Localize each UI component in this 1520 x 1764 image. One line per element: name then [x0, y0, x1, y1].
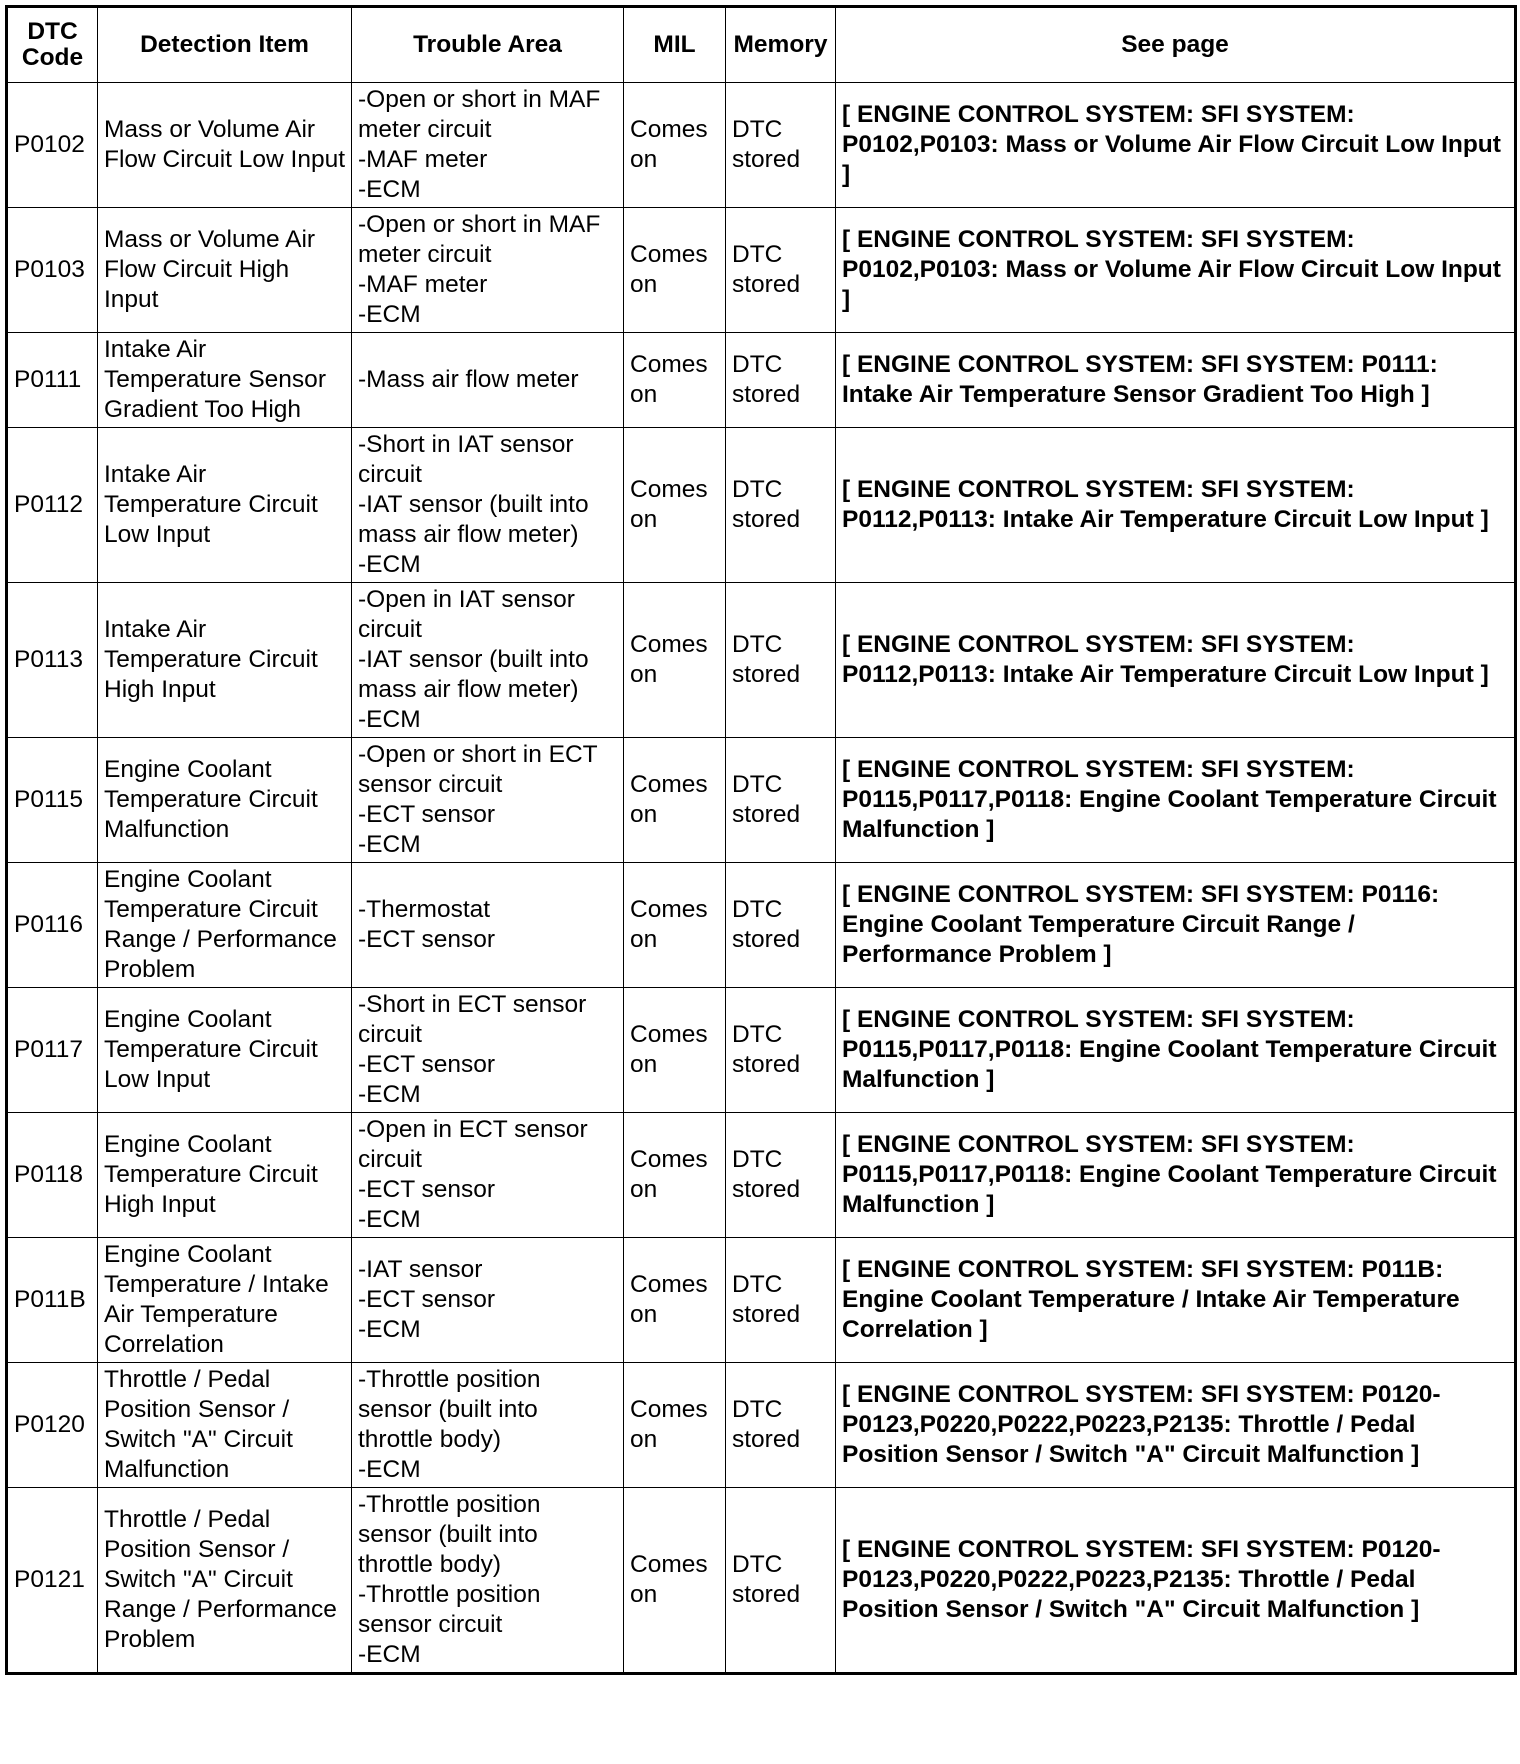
detection-item-cell: Engine Coolant Temperature Circuit High Input — [98, 1113, 352, 1238]
detection-item-cell: Engine Coolant Temperature Circuit Malfunction — [98, 738, 352, 863]
mil-cell: Comes on — [624, 333, 726, 428]
trouble-area-line: -ECM — [358, 706, 421, 733]
see-page-link: [ ENGINE CONTROL SYSTEM: SFI SYSTEM: P0115,P0117,P0118: Engine Coolant Temperature Circuit Malfunction ] — [836, 738, 1516, 863]
see-page-link: [ ENGINE CONTROL SYSTEM: SFI SYSTEM: P0120-P0123,P0220,P0222,P0223,P2135: Throttle / Pedal Position Sensor / Switch "A" Circuit Malfunction ] — [836, 1363, 1516, 1488]
mil-cell: Comes on — [624, 1488, 726, 1674]
table-row — [7, 1488, 1516, 1674]
header-dtc-code: DTC Code — [7, 7, 98, 83]
trouble-area-cell — [352, 428, 624, 583]
see-page-link: [ ENGINE CONTROL SYSTEM: SFI SYSTEM: P0111: Intake Air Temperature Sensor Gradient Too High ] — [836, 333, 1516, 428]
mil-cell: Comes on — [624, 988, 726, 1113]
dtc-code-cell: P0116 — [7, 863, 98, 988]
table-body — [7, 83, 1516, 1674]
memory-cell: DTC stored — [726, 583, 836, 738]
trouble-area-line: -ECT sensor — [358, 1176, 496, 1203]
table-row — [7, 583, 1516, 738]
trouble-area-line: -Open or short in MAF meter circuit — [358, 86, 601, 143]
trouble-area-cell — [352, 1238, 624, 1363]
trouble-area-line: -Throttle position sensor (built into throttle body) — [358, 1491, 541, 1578]
mil-cell: Comes on — [624, 83, 726, 208]
dtc-code-cell: P0102 — [7, 83, 98, 208]
trouble-area-line: -MAF meter — [358, 271, 488, 298]
trouble-area-line: -IAT sensor — [358, 1256, 483, 1283]
trouble-area-line: -Thermostat — [358, 896, 491, 923]
trouble-area-cell — [352, 738, 624, 863]
table-row — [7, 988, 1516, 1113]
detection-item-cell: Throttle / Pedal Position Sensor / Switch "A" Circuit Malfunction — [98, 1363, 352, 1488]
memory-cell: DTC stored — [726, 83, 836, 208]
trouble-area-line: -ECT sensor — [358, 801, 496, 828]
mil-cell: Comes on — [624, 863, 726, 988]
trouble-area-line: -ECM — [358, 1641, 421, 1668]
dtc-code-cell: P011B — [7, 1238, 98, 1363]
header-detection-item: Detection Item — [98, 7, 352, 83]
trouble-area-line: -MAF meter — [358, 146, 488, 173]
trouble-area-line: -ECM — [358, 551, 421, 578]
trouble-area-cell — [352, 333, 624, 428]
table-row — [7, 428, 1516, 583]
memory-cell: DTC stored — [726, 988, 836, 1113]
trouble-area-cell — [352, 863, 624, 988]
dtc-table-container — [5, 5, 1514, 1675]
see-page-link: [ ENGINE CONTROL SYSTEM: SFI SYSTEM: P0116: Engine Coolant Temperature Circuit Range / Performance Problem ] — [836, 863, 1516, 988]
memory-cell: DTC stored — [726, 1488, 836, 1674]
trouble-area-line: -IAT sensor (built into mass air flow meter) — [358, 491, 589, 548]
trouble-area-line: -ECM — [358, 176, 421, 203]
detection-item-cell: Engine Coolant Temperature Circuit Range / Performance Problem — [98, 863, 352, 988]
trouble-area-line: -Short in IAT sensor circuit — [358, 431, 574, 488]
trouble-area-line: -Open or short in ECT sensor circuit — [358, 741, 598, 798]
memory-cell: DTC stored — [726, 428, 836, 583]
trouble-area-line: -ECT sensor — [358, 926, 496, 953]
dtc-code-cell: P0120 — [7, 1363, 98, 1488]
memory-cell: DTC stored — [726, 208, 836, 333]
mil-cell: Comes on — [624, 738, 726, 863]
trouble-area-cell — [352, 988, 624, 1113]
detection-item-cell: Intake Air Temperature Sensor Gradient Too High — [98, 333, 352, 428]
see-page-link: [ ENGINE CONTROL SYSTEM: SFI SYSTEM: P0102,P0103: Mass or Volume Air Flow Circuit Low Input ] — [836, 208, 1516, 333]
see-page-link: [ ENGINE CONTROL SYSTEM: SFI SYSTEM: P0115,P0117,P0118: Engine Coolant Temperature Circuit Malfunction ] — [836, 1113, 1516, 1238]
trouble-area-cell — [352, 208, 624, 333]
dtc-code-cell: P0112 — [7, 428, 98, 583]
trouble-area-line: -ECM — [358, 301, 421, 328]
trouble-area-line: -Open or short in MAF meter circuit — [358, 211, 601, 268]
table-row — [7, 1238, 1516, 1363]
see-page-link: [ ENGINE CONTROL SYSTEM: SFI SYSTEM: P0102,P0103: Mass or Volume Air Flow Circuit Low Input ] — [836, 83, 1516, 208]
table-row — [7, 863, 1516, 988]
detection-item-cell: Mass or Volume Air Flow Circuit Low Input — [98, 83, 352, 208]
dtc-code-cell: P0121 — [7, 1488, 98, 1674]
mil-cell: Comes on — [624, 428, 726, 583]
trouble-area-line: -ECM — [358, 831, 421, 858]
table-row — [7, 333, 1516, 428]
trouble-area-line: -ECM — [358, 1316, 421, 1343]
trouble-area-line: -Open in ECT sensor circuit — [358, 1116, 588, 1173]
trouble-area-cell — [352, 1488, 624, 1674]
header-mil: MIL — [624, 7, 726, 83]
header-row — [7, 7, 1516, 83]
memory-cell: DTC stored — [726, 1363, 836, 1488]
dtc-table — [5, 5, 1517, 1675]
dtc-code-cell: P0113 — [7, 583, 98, 738]
memory-cell: DTC stored — [726, 863, 836, 988]
trouble-area-cell — [352, 83, 624, 208]
header-trouble-area: Trouble Area — [352, 7, 624, 83]
detection-item-cell: Throttle / Pedal Position Sensor / Switch "A" Circuit Range / Performance Problem — [98, 1488, 352, 1674]
trouble-area-cell — [352, 1113, 624, 1238]
see-page-link: [ ENGINE CONTROL SYSTEM: SFI SYSTEM: P0112,P0113: Intake Air Temperature Circuit Low Input ] — [836, 428, 1516, 583]
memory-cell: DTC stored — [726, 333, 836, 428]
trouble-area-cell — [352, 583, 624, 738]
table-row — [7, 1363, 1516, 1488]
trouble-area-line: -ECM — [358, 1081, 421, 1108]
see-page-link: [ ENGINE CONTROL SYSTEM: SFI SYSTEM: P0120-P0123,P0220,P0222,P0223,P2135: Throttle / Pedal Position Sensor / Switch "A" Circuit Malfunction ] — [836, 1488, 1516, 1674]
see-page-link: [ ENGINE CONTROL SYSTEM: SFI SYSTEM: P011B: Engine Coolant Temperature / Intake Air Temperature Correlation ] — [836, 1238, 1516, 1363]
detection-item-cell: Engine Coolant Temperature Circuit Low Input — [98, 988, 352, 1113]
mil-cell: Comes on — [624, 1113, 726, 1238]
trouble-area-line: -ECT sensor — [358, 1051, 496, 1078]
trouble-area-line: -IAT sensor (built into mass air flow meter) — [358, 646, 589, 703]
mil-cell: Comes on — [624, 208, 726, 333]
trouble-area-line: -ECM — [358, 1456, 421, 1483]
table-row — [7, 1113, 1516, 1238]
memory-cell: DTC stored — [726, 1238, 836, 1363]
trouble-area-line: -ECT sensor — [358, 1286, 496, 1313]
detection-item-cell: Mass or Volume Air Flow Circuit High Input — [98, 208, 352, 333]
trouble-area-line: -Mass air flow meter — [358, 366, 579, 393]
memory-cell: DTC stored — [726, 738, 836, 863]
table-row — [7, 208, 1516, 333]
table-row — [7, 83, 1516, 208]
detection-item-cell: Intake Air Temperature Circuit High Input — [98, 583, 352, 738]
memory-cell: DTC stored — [726, 1113, 836, 1238]
header-see-page: See page — [836, 7, 1516, 83]
trouble-area-cell — [352, 1363, 624, 1488]
mil-cell: Comes on — [624, 1363, 726, 1488]
mil-cell: Comes on — [624, 1238, 726, 1363]
dtc-code-cell: P0118 — [7, 1113, 98, 1238]
trouble-area-line: -Short in ECT sensor circuit — [358, 991, 587, 1048]
trouble-area-line: -Open in IAT sensor circuit — [358, 586, 575, 643]
trouble-area-line: -ECM — [358, 1206, 421, 1233]
table-row — [7, 738, 1516, 863]
see-page-link: [ ENGINE CONTROL SYSTEM: SFI SYSTEM: P0115,P0117,P0118: Engine Coolant Temperature Circuit Malfunction ] — [836, 988, 1516, 1113]
header-memory: Memory — [726, 7, 836, 83]
mil-cell: Comes on — [624, 583, 726, 738]
trouble-area-line: -Throttle position sensor circuit — [358, 1581, 541, 1638]
dtc-code-cell: P0111 — [7, 333, 98, 428]
dtc-code-cell: P0103 — [7, 208, 98, 333]
dtc-code-cell: P0115 — [7, 738, 98, 863]
trouble-area-line: -Throttle position sensor (built into throttle body) — [358, 1366, 541, 1453]
dtc-code-cell: P0117 — [7, 988, 98, 1113]
see-page-link: [ ENGINE CONTROL SYSTEM: SFI SYSTEM: P0112,P0113: Intake Air Temperature Circuit Low Input ] — [836, 583, 1516, 738]
detection-item-cell: Engine Coolant Temperature / Intake Air Temperature Correlation — [98, 1238, 352, 1363]
detection-item-cell: Intake Air Temperature Circuit Low Input — [98, 428, 352, 583]
